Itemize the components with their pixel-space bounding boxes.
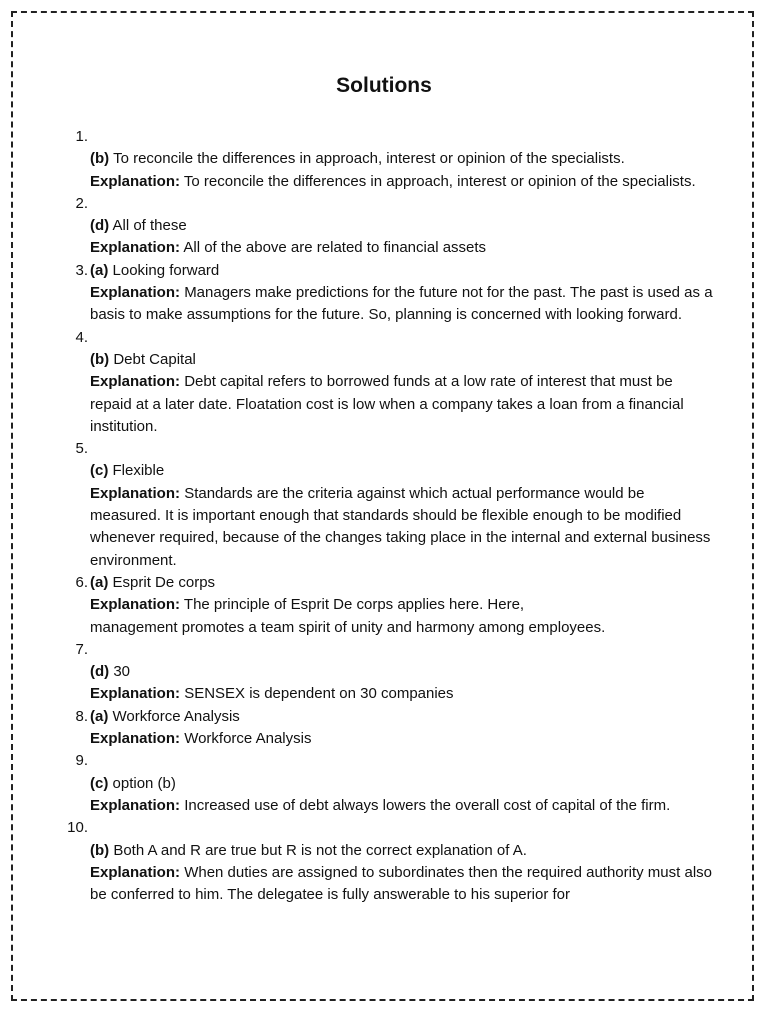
page-title: Solutions [336, 74, 432, 97]
answer-line [90, 349, 715, 371]
answer-line [90, 773, 715, 795]
question-number: 4. [75, 328, 88, 346]
explanation-label: Explanation: [90, 685, 181, 703]
answer-line [90, 661, 715, 683]
explanation-label: Explanation: [90, 796, 181, 814]
explanation-line [90, 371, 715, 438]
solutions-list [0, 126, 768, 906]
question-number: 3. [75, 261, 88, 279]
solution-item-9 [0, 750, 768, 817]
explanation-line [90, 594, 715, 616]
question-number: 6. [75, 573, 88, 591]
answer-option: (a) [90, 261, 109, 279]
answer-text: All of these [112, 217, 187, 235]
explanation-label: Explanation: [90, 596, 181, 614]
explanation-label: Explanation: [90, 730, 181, 748]
question-number: 7. [75, 640, 88, 658]
answer-text: option (b) [112, 774, 176, 792]
answer-option: (b) [90, 350, 110, 368]
answer-option: (d) [90, 217, 110, 235]
answer-option: (c) [90, 462, 109, 480]
answer-text: Esprit De corps [112, 573, 216, 591]
solution-item-6 [0, 572, 768, 639]
solution-item-3 [0, 260, 768, 327]
explanation-line [90, 728, 715, 750]
answer-text: Workforce Analysis [112, 707, 240, 725]
explanation-label: Explanation: [90, 863, 181, 881]
answer-text: Looking forward [112, 261, 220, 279]
explanation-continuation: management promotes a team spirit of unity and harmony among employees. [90, 618, 606, 636]
answer-line [90, 460, 715, 482]
question-number: 8. [75, 707, 88, 725]
explanation-text: Debt capital refers to borrowed funds at a low rate of interest that must be repaid at a later date. Floatation cost is low when a company takes a loan from a financial institution. [90, 373, 684, 435]
question-number: 9. [75, 752, 88, 770]
explanation-text: Managers make predictions for the future not for the past. The past is used as a basis to make assumptions for the future. So, planning is concerned with looking forward. [90, 284, 713, 324]
answer-line [90, 706, 715, 728]
solution-item-1 [0, 126, 768, 193]
explanation-label: Explanation: [90, 373, 181, 391]
explanation-label: Explanation: [90, 484, 181, 502]
explanation-line [90, 237, 715, 259]
answer-option: (a) [90, 573, 109, 591]
solution-item-10 [0, 817, 768, 906]
question-number: 1. [75, 128, 88, 145]
explanation-text: Standards are the criteria against which actual performance would be measured. It is important enough that standards should be flexible enough to be modified whenever required, because of the changes taking place in the internal and external business environment. [90, 484, 711, 569]
explanation-text: When duties are assigned to subordinates then the required authority must also be conferred to him. The delegatee is fully answerable to his superior for [90, 863, 712, 904]
explanation-line [90, 171, 715, 193]
explanation-line [90, 683, 715, 705]
answer-option: (d) [90, 663, 110, 681]
answer-option: (b) [90, 841, 110, 859]
answer-option: (b) [90, 150, 110, 168]
solution-item-4 [0, 327, 768, 438]
solution-item-5 [0, 438, 768, 572]
answer-text: Both A and R are true but R is not the correct explanation of A. [113, 841, 527, 859]
question-number: 2. [75, 194, 88, 212]
explanation-line [90, 795, 715, 817]
explanation-label: Explanation: [90, 172, 181, 190]
answer-line [90, 215, 715, 237]
explanation-text: All of the above are related to financial assets [183, 239, 487, 257]
question-number: 10. [67, 819, 88, 837]
question-number: 5. [75, 440, 88, 458]
solution-item-7 [0, 639, 768, 706]
explanation-text: SENSEX is dependent on 30 companies [184, 685, 454, 703]
answer-text: To reconcile the differences in approach, interest or opinion of the specialists. [113, 150, 625, 168]
answer-line [90, 572, 715, 594]
explanation-text: The principle of Esprit De corps applies here. Here, [183, 596, 525, 614]
explanation-line [90, 282, 715, 327]
answer-option: (a) [90, 707, 109, 725]
answer-option: (c) [90, 774, 109, 792]
explanation-line [90, 483, 715, 572]
answer-text: Flexible [112, 462, 165, 480]
explanation-text: Increased use of debt always lowers the overall cost of capital of the firm. [184, 796, 671, 814]
answer-text: 30 [113, 663, 131, 681]
answer-line [90, 148, 715, 170]
explanation-line [90, 862, 715, 907]
explanation-label: Explanation: [90, 284, 181, 302]
answer-text: Debt Capital [113, 350, 196, 368]
solution-item-2 [0, 193, 768, 260]
explanation-text: To reconcile the differences in approach, interest or opinion of the specialists. [183, 172, 696, 190]
solution-item-8 [0, 706, 768, 751]
explanation-text: Workforce Analysis [184, 730, 312, 748]
answer-line [90, 840, 715, 862]
answer-line [90, 260, 715, 282]
explanation-label: Explanation: [90, 239, 181, 257]
